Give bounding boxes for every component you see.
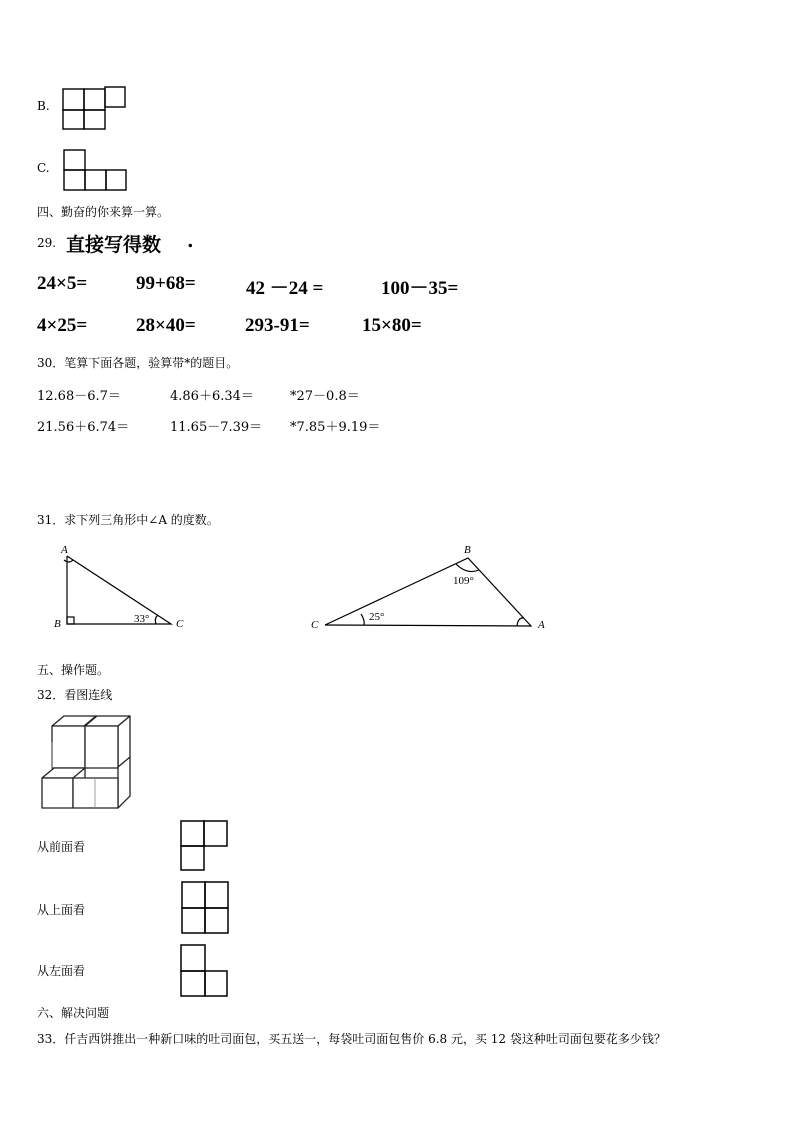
q30-r1-c2: 4.86＋6.34＝ [170,389,254,404]
tri2-angle-c-label: 25° [369,611,385,623]
q29-r2-c3: 293-91= [245,315,310,336]
section4-heading: 四、勤奋的你来算一算。 [37,205,170,219]
section6-heading: 六、解决问题 [37,1006,110,1020]
option-c-label: C. [37,161,50,175]
q29-number: 29. [37,236,57,250]
top-view-grid [178,879,230,934]
triangle-obtuse-figure [305,540,565,640]
tri1-label-b: B [54,618,61,630]
cube-stack-figure [38,712,138,812]
q29-title: 直接写得数 [66,234,162,256]
front-view-grid [178,818,230,873]
tri2-label-c: C [311,619,319,631]
option-c-figure [60,148,130,193]
q29-r1-c1: 24×5= [37,273,88,294]
q31-prompt: 31．求下列三角形中∠A 的度数。 [37,513,219,527]
q29-title-dot: . [187,230,194,252]
tri2-label-b: B [464,544,471,556]
tri1-label-c: C [176,618,184,630]
section5-heading: 五、操作题。 [37,663,110,677]
q30-r1-c1: 12.68－6.7＝ [37,389,121,404]
tri2-label-a: A [538,619,545,631]
q30-r2-c1: 21.56＋6.74＝ [37,420,130,435]
view-left-label: 从左面看 [37,964,86,978]
q30-r1-c3: *27－0.8＝ [290,389,360,404]
q29-r1-c2: 99+68= [136,273,196,294]
tri1-label-a: A [61,544,68,556]
q30-r2-c2: 11.65－7.39＝ [170,420,263,435]
q32-prompt: 32．看图连线 [37,688,113,702]
q29-r1-c3: 42 －24 = [246,278,324,299]
q29-r2-c4: 15×80= [362,315,422,336]
tri2-angle-b-label: 109° [453,575,474,587]
option-b-figure [60,84,130,134]
tri1-angle-label: 33° [134,613,150,625]
view-top-label: 从上面看 [37,903,86,917]
left-view-grid [178,942,230,997]
view-front-label: 从前面看 [37,840,86,854]
q29-r2-c1: 4×25= [37,315,88,336]
q33-prompt: 33．仟吉西饼推出一种新口味的吐司面包，买五送一，每袋吐司面包售价 6.8 元，买 12 袋这种吐司面包要花多少钱？ [37,1032,666,1046]
q29-r1-c4: 100－35= [381,278,459,299]
option-b-label: B. [37,99,50,113]
q29-r2-c2: 28×40= [136,315,196,336]
triangle-right-figure [50,540,250,640]
q30-prompt: 30．笔算下面各题，验算带*的题目。 [37,356,239,370]
q30-r2-c3: *7.85＋9.19＝ [290,420,381,435]
